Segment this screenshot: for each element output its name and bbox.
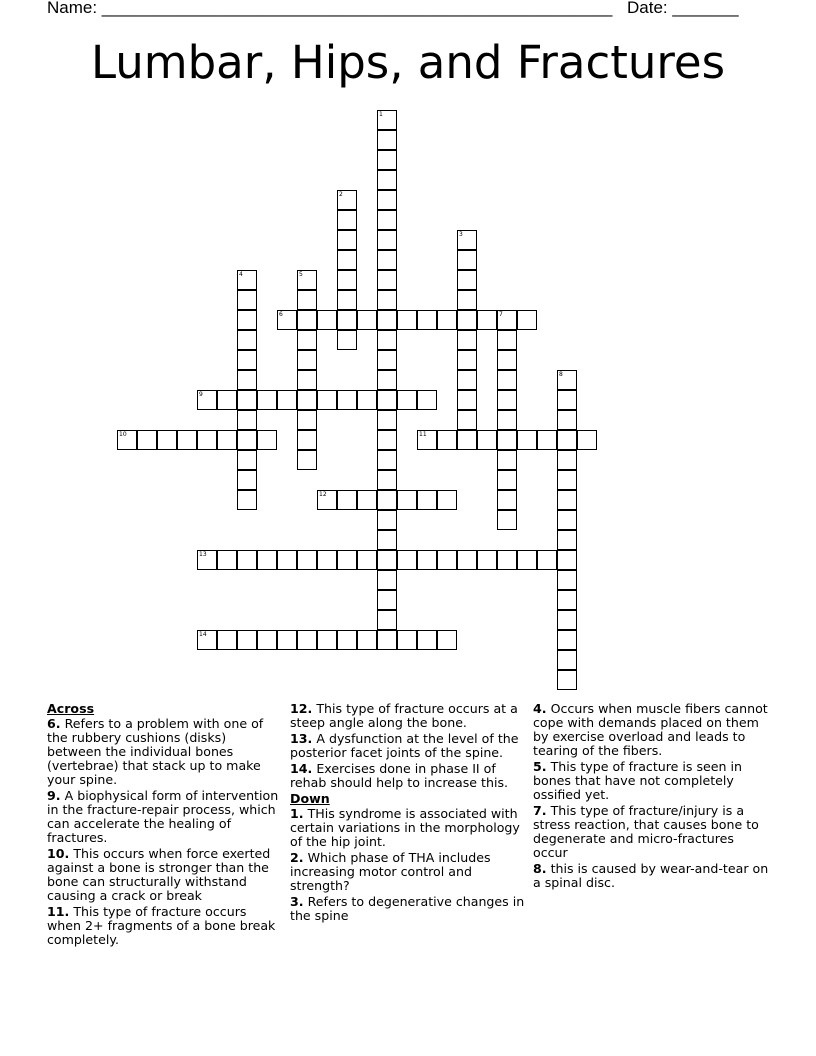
crossword-cell[interactable]: [377, 410, 397, 430]
cell-number: 5: [299, 271, 303, 278]
clue-down-4: [533, 702, 769, 758]
crossword-cell[interactable]: [337, 270, 357, 290]
crossword-cell[interactable]: [377, 610, 397, 630]
clue-text: Refers to a problem with one of the rubbery cushions (disks) between the individual bones (vertebrae) that stack up to make your spine.: [47, 716, 264, 787]
crossword-cell[interactable]: [557, 650, 577, 670]
cell-number: 10: [119, 431, 127, 438]
clues-column-3: [533, 702, 769, 892]
crossword-cell[interactable]: [457, 550, 477, 570]
crossword-cell[interactable]: [377, 230, 397, 250]
crossword-cell[interactable]: [557, 630, 577, 650]
crossword-cell[interactable]: [317, 490, 337, 510]
crossword-cell[interactable]: [197, 630, 217, 650]
crossword-cell[interactable]: [557, 550, 577, 570]
crossword-cell[interactable]: [437, 310, 457, 330]
clue-number: 1.: [290, 806, 304, 821]
crossword-cell[interactable]: [357, 390, 377, 410]
crossword-cell[interactable]: [417, 430, 437, 450]
crossword-cell[interactable]: [197, 390, 217, 410]
clue-text: A biophysical form of intervention in the fracture-repair process, which can accelerate the healing of fractures.: [47, 788, 279, 845]
crossword-cell[interactable]: [297, 310, 317, 330]
crossword-cell[interactable]: [177, 430, 197, 450]
crossword-cell[interactable]: [437, 550, 457, 570]
crossword-cell[interactable]: [237, 430, 257, 450]
date-field-label: Date: _______: [627, 0, 739, 17]
crossword-cell[interactable]: [417, 310, 437, 330]
crossword-cell[interactable]: [457, 270, 477, 290]
crossword-cell[interactable]: [377, 430, 397, 450]
clue-text: this is caused by wear-and-tear on a spinal disc.: [533, 861, 769, 890]
crossword-cell[interactable]: [497, 450, 517, 470]
crossword-cell[interactable]: [257, 390, 277, 410]
crossword-cell[interactable]: [557, 450, 577, 470]
crossword-cell[interactable]: [457, 250, 477, 270]
crossword-cell[interactable]: [297, 550, 317, 570]
clue-down-5: [533, 760, 769, 802]
crossword-cell[interactable]: [217, 430, 237, 450]
crossword-cell[interactable]: [457, 390, 477, 410]
crossword-cell[interactable]: [217, 390, 237, 410]
crossword-cell[interactable]: [557, 470, 577, 490]
crossword-cell[interactable]: [297, 390, 317, 410]
crossword-cell[interactable]: [537, 550, 557, 570]
crossword-cell[interactable]: [237, 310, 257, 330]
crossword-cell[interactable]: [337, 290, 357, 310]
crossword-cell[interactable]: [397, 550, 417, 570]
crossword-cell[interactable]: [517, 310, 537, 330]
name-field-label: Name: ______________________________________________________: [47, 0, 613, 17]
crossword-cell[interactable]: [237, 390, 257, 410]
cell-number: 13: [199, 551, 207, 558]
crossword-cell[interactable]: [237, 290, 257, 310]
crossword-cell[interactable]: [237, 410, 257, 430]
crossword-cell[interactable]: [417, 390, 437, 410]
clue-text: This type of fracture occurs at a steep angle along the bone.: [290, 701, 518, 730]
crossword-cell[interactable]: [477, 430, 497, 450]
cell-number: 8: [559, 371, 563, 378]
clue-text: This type of fracture is seen in bones that have not completely ossified yet.: [533, 759, 743, 802]
clue-across-11: [47, 905, 283, 947]
crossword-cell[interactable]: [377, 290, 397, 310]
crossword-cell[interactable]: [397, 310, 417, 330]
crossword-cell[interactable]: [417, 490, 437, 510]
crossword-cell[interactable]: [497, 390, 517, 410]
crossword-cell[interactable]: [497, 490, 517, 510]
crossword-cell[interactable]: [317, 390, 337, 410]
crossword-cell[interactable]: [237, 330, 257, 350]
crossword-cell[interactable]: [277, 550, 297, 570]
crossword-cell[interactable]: [437, 630, 457, 650]
crossword-cell[interactable]: [297, 350, 317, 370]
crossword-cell[interactable]: [377, 550, 397, 570]
crossword-cell[interactable]: [237, 350, 257, 370]
crossword-cell[interactable]: [377, 510, 397, 530]
crossword-cell[interactable]: [377, 250, 397, 270]
crossword-cell[interactable]: [297, 450, 317, 470]
down-heading: Down: [290, 791, 330, 806]
clue-text: This type of fracture occurs when 2+ fragments of a bone break completely.: [47, 904, 276, 947]
crossword-cell[interactable]: [557, 610, 577, 630]
crossword-cell[interactable]: [257, 630, 277, 650]
crossword-cell[interactable]: [557, 370, 577, 390]
crossword-cell[interactable]: [557, 390, 577, 410]
crossword-cell[interactable]: [237, 470, 257, 490]
crossword-cell[interactable]: [297, 370, 317, 390]
clue-text: This occurs when force exerted against a bone is stronger than the bone can structurally withstand causing a crack or break: [47, 846, 271, 903]
clue-across-13: [290, 732, 526, 760]
crossword-cell[interactable]: [357, 630, 377, 650]
crossword-cell[interactable]: [377, 210, 397, 230]
crossword-cell[interactable]: [197, 550, 217, 570]
clue-text: Refers to degenerative changes in the spine: [290, 894, 525, 923]
crossword-cell[interactable]: [317, 630, 337, 650]
clue-across-6: [47, 717, 283, 787]
crossword-cell[interactable]: [377, 130, 397, 150]
crossword-cell[interactable]: [237, 370, 257, 390]
clue-number: 4.: [533, 701, 547, 716]
cell-number: 2: [339, 191, 343, 198]
clue-down-1: [290, 807, 526, 849]
crossword-cell[interactable]: [297, 410, 317, 430]
crossword-cell[interactable]: [217, 550, 237, 570]
crossword-cell[interactable]: [577, 430, 597, 450]
crossword-cell[interactable]: [557, 410, 577, 430]
clues-column-1: [47, 702, 283, 949]
cell-number: 11: [419, 431, 427, 438]
crossword-cell[interactable]: [557, 530, 577, 550]
crossword-cell[interactable]: [257, 430, 277, 450]
crossword-cell[interactable]: [277, 310, 297, 330]
crossword-cell[interactable]: [377, 150, 397, 170]
crossword-cell[interactable]: [337, 190, 357, 210]
clue-number: 12.: [290, 701, 313, 716]
cell-number: 14: [199, 631, 207, 638]
clue-number: 5.: [533, 759, 547, 774]
crossword-cell[interactable]: [377, 490, 397, 510]
clue-number: 10.: [47, 846, 70, 861]
clue-number: 7.: [533, 803, 547, 818]
cell-number: 3: [459, 231, 463, 238]
clue-text: THis syndrome is associated with certain variations in the morphology of the hip joint.: [290, 806, 520, 849]
crossword-cell[interactable]: [337, 250, 357, 270]
crossword-cell[interactable]: [357, 550, 377, 570]
crossword-cell[interactable]: [357, 310, 377, 330]
crossword-cell[interactable]: [457, 410, 477, 430]
crossword-cell[interactable]: [457, 370, 477, 390]
crossword-cell[interactable]: [377, 310, 397, 330]
crossword-cell[interactable]: [257, 550, 277, 570]
clue-text: Exercises done in phase II of rehab should help to increase this.: [290, 761, 509, 790]
crossword-cell[interactable]: [417, 550, 437, 570]
crossword-cell[interactable]: [377, 270, 397, 290]
crossword-cell[interactable]: [237, 450, 257, 470]
crossword-cell[interactable]: [157, 430, 177, 450]
crossword-cell[interactable]: [237, 630, 257, 650]
clue-text: A dysfunction at the level of the posterior facet joints of the spine.: [290, 731, 519, 760]
crossword-cell[interactable]: [497, 370, 517, 390]
clue-number: 9.: [47, 788, 61, 803]
cell-number: 9: [199, 391, 203, 398]
crossword-cell[interactable]: [377, 390, 397, 410]
crossword-cell[interactable]: [337, 630, 357, 650]
clue-across-12: [290, 702, 526, 730]
crossword-cell[interactable]: [497, 470, 517, 490]
crossword-cell[interactable]: [337, 550, 357, 570]
page-title: Lumbar, Hips, and Fractures: [90, 36, 726, 89]
crossword-cell[interactable]: [377, 330, 397, 350]
clue-down-8: [533, 862, 769, 890]
crossword-cell[interactable]: [337, 210, 357, 230]
clue-across-9: [47, 789, 283, 845]
crossword-cell[interactable]: [397, 630, 417, 650]
crossword-cell[interactable]: [197, 430, 217, 450]
crossword-cell[interactable]: [237, 270, 257, 290]
cell-number: 4: [239, 271, 243, 278]
crossword-cell[interactable]: [557, 490, 577, 510]
crossword-cell[interactable]: [457, 230, 477, 250]
crossword-cell[interactable]: [497, 330, 517, 350]
crossword-cell[interactable]: [557, 570, 577, 590]
crossword-cell[interactable]: [377, 450, 397, 470]
crossword-cell[interactable]: [537, 430, 557, 450]
clue-number: 14.: [290, 761, 313, 776]
crossword-cell[interactable]: [117, 430, 137, 450]
crossword-cell[interactable]: [357, 490, 377, 510]
crossword-cell[interactable]: [137, 430, 157, 450]
crossword-cell[interactable]: [457, 310, 477, 330]
crossword-cell[interactable]: [377, 190, 397, 210]
cell-number: 12: [319, 491, 327, 498]
crossword-cell[interactable]: [317, 310, 337, 330]
crossword-cell[interactable]: [397, 490, 417, 510]
clue-across-10: [47, 847, 283, 903]
clue-number: 2.: [290, 850, 304, 865]
clue-down-3: [290, 895, 526, 923]
crossword-cell[interactable]: [497, 430, 517, 450]
crossword-cell[interactable]: [297, 270, 317, 290]
clue-number: 8.: [533, 861, 547, 876]
clue-number: 13.: [290, 731, 313, 746]
crossword-cell[interactable]: [497, 310, 517, 330]
crossword-cell[interactable]: [377, 570, 397, 590]
crossword-cell[interactable]: [337, 390, 357, 410]
clue-across-14: [290, 762, 526, 790]
clue-number: 3.: [290, 894, 304, 909]
clues-column-2: [290, 702, 526, 925]
crossword-cell[interactable]: [377, 170, 397, 190]
crossword-cell[interactable]: [337, 490, 357, 510]
crossword-cell[interactable]: [377, 350, 397, 370]
crossword-cell[interactable]: [337, 330, 357, 350]
crossword-cell[interactable]: [457, 350, 477, 370]
crossword-cell[interactable]: [377, 630, 397, 650]
clue-down-2: [290, 851, 526, 893]
crossword-cell[interactable]: [297, 330, 317, 350]
cell-number: 1: [379, 111, 383, 118]
crossword-cell[interactable]: [517, 550, 537, 570]
crossword-cell[interactable]: [297, 630, 317, 650]
crossword-cell[interactable]: [437, 490, 457, 510]
crossword-cell[interactable]: [317, 550, 337, 570]
crossword-cell[interactable]: [237, 490, 257, 510]
crossword-cell[interactable]: [497, 510, 517, 530]
crossword-cell[interactable]: [457, 290, 477, 310]
crossword-cell[interactable]: [377, 530, 397, 550]
crossword-cell[interactable]: [397, 390, 417, 410]
crossword-cell[interactable]: [377, 370, 397, 390]
clue-down-7: [533, 804, 769, 860]
crossword-cell[interactable]: [377, 110, 397, 130]
crossword-cell[interactable]: [217, 630, 237, 650]
crossword-cell[interactable]: [377, 590, 397, 610]
crossword-cell[interactable]: [457, 430, 477, 450]
clue-text: Which phase of THA includes increasing motor control and strength?: [290, 850, 491, 893]
crossword-cell[interactable]: [477, 550, 497, 570]
crossword-cell[interactable]: [497, 550, 517, 570]
crossword-cell[interactable]: [237, 550, 257, 570]
crossword-cell[interactable]: [557, 430, 577, 450]
crossword-cell[interactable]: [277, 390, 297, 410]
crossword-cell[interactable]: [557, 590, 577, 610]
crossword-cell[interactable]: [417, 630, 437, 650]
crossword-cell[interactable]: [337, 310, 357, 330]
crossword-cell[interactable]: [297, 430, 317, 450]
cell-number: 6: [279, 311, 283, 318]
crossword-cell[interactable]: [277, 630, 297, 650]
crossword-cell[interactable]: [497, 350, 517, 370]
crossword-cell[interactable]: [377, 470, 397, 490]
clue-text: Occurs when muscle fibers cannot cope with demands placed on them by exercise overload and leads to tearing of the fibers.: [533, 701, 768, 758]
crossword-cell[interactable]: [337, 230, 357, 250]
crossword-cell[interactable]: [457, 330, 477, 350]
crossword-cell[interactable]: [517, 430, 537, 450]
crossword-cell[interactable]: [497, 410, 517, 430]
clue-number: 6.: [47, 716, 61, 731]
across-heading: Across: [47, 701, 95, 716]
clue-number: 11.: [47, 904, 70, 919]
crossword-cell[interactable]: [437, 430, 457, 450]
crossword-cell[interactable]: [557, 510, 577, 530]
crossword-cell[interactable]: [297, 290, 317, 310]
clue-text: This type of fracture/injury is a stress reaction, that causes bone to degenerate and micro-fractures occur: [533, 803, 759, 860]
cell-number: 7: [499, 311, 503, 318]
crossword-cell[interactable]: [477, 310, 497, 330]
crossword-cell[interactable]: [557, 670, 577, 690]
